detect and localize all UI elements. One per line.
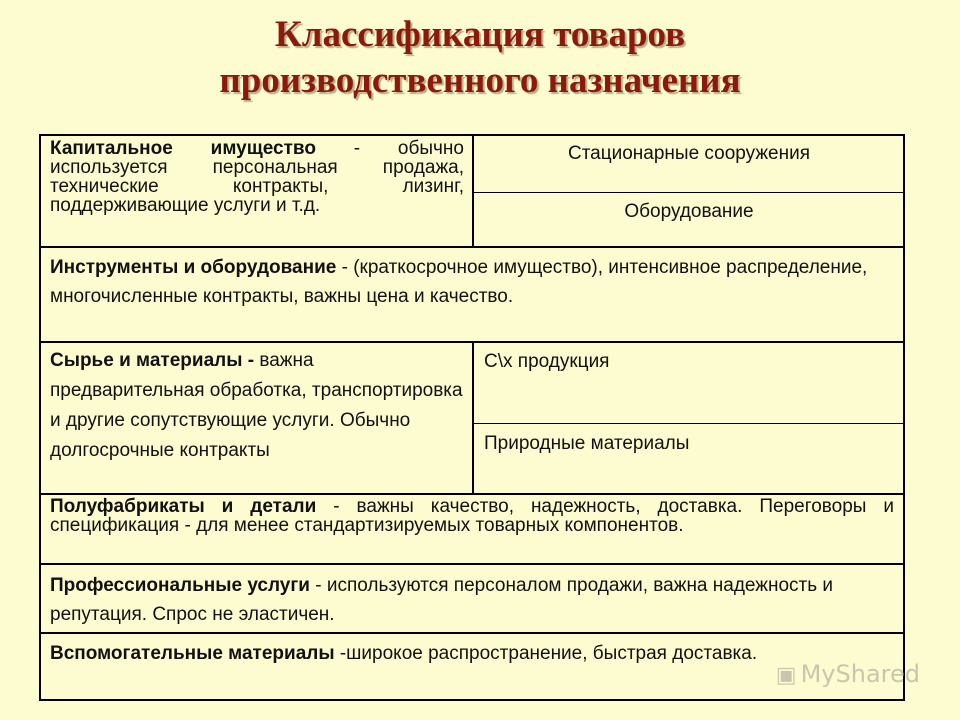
cell-professional-services (41, 564, 903, 633)
label-stationary-structures: Стационарные сооружения (567, 143, 811, 164)
cell-equipment (473, 193, 905, 247)
page-title (0, 12, 960, 104)
label-professional-services: Профессиональные услуги (50, 575, 310, 596)
cell-tools-equipment (41, 247, 903, 342)
cell-natural-materials (473, 424, 905, 494)
label-capital-goods: Капитальное имущество (50, 138, 316, 159)
label-equipment: Оборудование (624, 201, 754, 222)
divider-row-3 (41, 493, 903, 495)
watermark (776, 660, 920, 688)
text-tools-equipment: - (краткосрочное имущество), интенсивное распределение, многочисленные контракты, важны цена и качество. (50, 257, 868, 307)
divider-row-1 (41, 246, 903, 248)
text-professional-services: - используются персоналом продажи, важна надежность и репутация. Спрос не эластичен. (50, 575, 834, 625)
label-agricultural-products: С\х продукция (484, 351, 610, 372)
classification-table (39, 134, 905, 701)
label-semi-finished: Полуфабрикаты и детали (50, 496, 317, 517)
label-natural-materials: Природные материалы (484, 433, 690, 454)
text-raw-materials: важна предварительная обработка, транспортировка и другие сопутствующие услуги. Обычно долгосрочные контракты (50, 350, 463, 461)
title-line-1: Классификация товаров (274, 14, 686, 55)
cell-agricultural-products (473, 342, 905, 422)
presentation-icon: ▣ (775, 663, 797, 688)
divider-row-5 (41, 632, 903, 634)
cell-stationary-structures (473, 136, 905, 191)
label-auxiliary-materials: Вспомогательные материалы (50, 643, 335, 664)
text-semi-finished: - важны качество, надежность, доставка. Переговоры и спецификация - для менее стандартизируемых товарных компонентов. (50, 496, 894, 536)
text-capital-goods: - обычно используется персональная продажа, технические контракты, лизинг, поддерживающие услуги и т.д. (50, 138, 464, 216)
title-line-2: производственного назначения (219, 60, 741, 101)
watermark-text: MyShared (800, 660, 920, 688)
cell-auxiliary-materials (41, 633, 903, 699)
divider-raw (472, 342, 474, 494)
label-raw-materials: Сырье и материалы - (50, 350, 255, 371)
cell-semi-finished (41, 494, 903, 564)
divider-capital-sub (472, 192, 903, 193)
cell-raw-materials (41, 342, 473, 494)
divider-row-4 (41, 563, 903, 565)
label-tools-equipment: Инструменты и оборудование (50, 257, 337, 278)
cell-capital-goods (41, 136, 473, 247)
divider-raw-sub (472, 423, 903, 424)
text-auxiliary-materials: -широкое распространение, быстрая доставка. (334, 643, 758, 664)
